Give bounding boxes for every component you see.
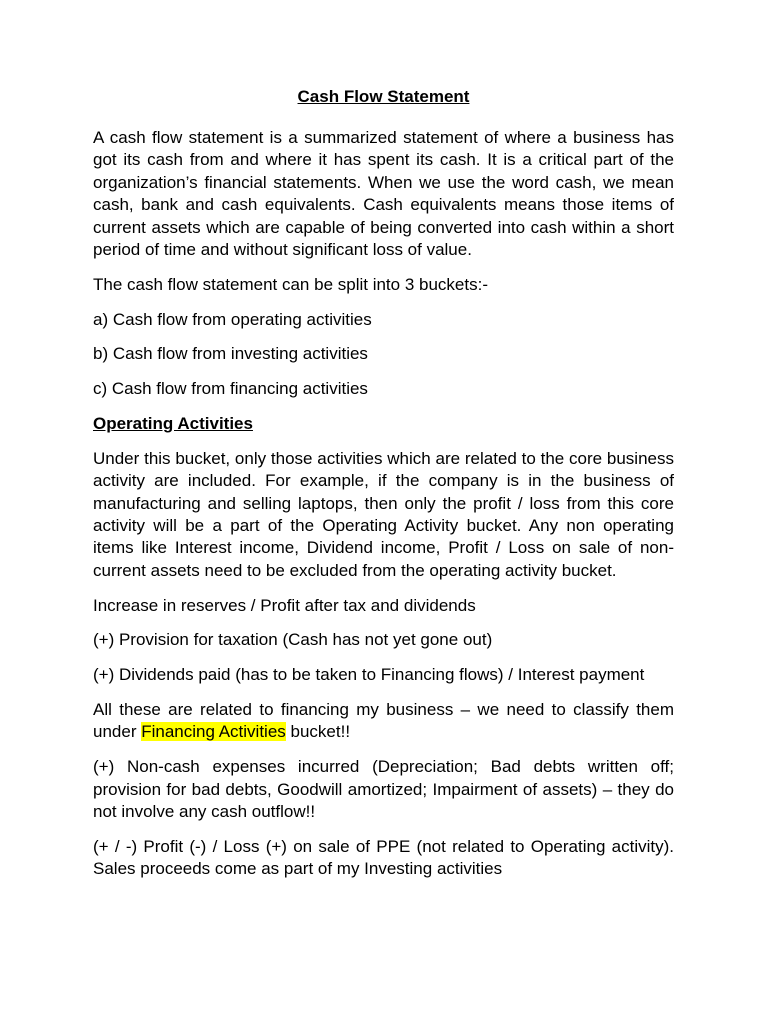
taxation-line: (+) Provision for taxation (Cash has not yet gone out) xyxy=(93,630,493,650)
operating-activities-heading: Operating Activities xyxy=(93,414,253,434)
bucket-item-operating: a) Cash flow from operating activities xyxy=(93,309,372,329)
dividends-line: (+) Dividends paid (has to be taken to Financing flows) / Interest payment xyxy=(93,665,645,685)
intro-paragraph: A cash flow statement is a summarized statement of where a business has got its cash from and where it has spent its cash. It is a critical part of the organization’s financial statements. When we use the word cash, we mean cash, bank and cash equivalents. Cash equivalents means those items of current assets which are capable of being converted into cash within a short period of time and without significant loss of value. xyxy=(93,128,674,260)
financing-note-before: All these are related to financing my business – we need to classify them under xyxy=(93,700,674,742)
document-page xyxy=(93,86,674,893)
financing-activities-highlight: Financing Activities xyxy=(141,722,286,742)
bucket-item-financing: c) Cash flow from financing activities xyxy=(93,379,368,399)
buckets-intro: The cash flow statement can be split into 3 buckets:- xyxy=(93,274,488,294)
document-title: Cash Flow Statement xyxy=(297,87,470,106)
noncash-expenses-line: (+) Non-cash expenses incurred (Depreciation; Bad debts written off; provision for bad debts, Goodwill amortized; Impairment of assets) – they do not involve any cash outflow!! xyxy=(93,757,674,822)
financing-note-after: bucket!! xyxy=(285,722,351,742)
operating-description: Under this bucket, only those activities which are related to the core business activity are included. For example, if the company is in the business of manufacturing and selling laptops, then only the profit / loss from this core activity will be a part of the Operating Activity bucket. Any non operating items like Interest income, Dividend income, Profit / Loss on sale of non-current assets need to be excluded from the operating activity bucket. xyxy=(93,448,674,580)
ppe-sale-line: (+ / -) Profit (-) / Loss (+) on sale of PPE (not related to Operating activity). Sales proceeds come as part of my Investing activities xyxy=(93,836,674,879)
reserves-line: Increase in reserves / Profit after tax and dividends xyxy=(93,595,476,615)
bucket-item-investing: b) Cash flow from investing activities xyxy=(93,344,368,364)
financing-note xyxy=(93,699,674,744)
